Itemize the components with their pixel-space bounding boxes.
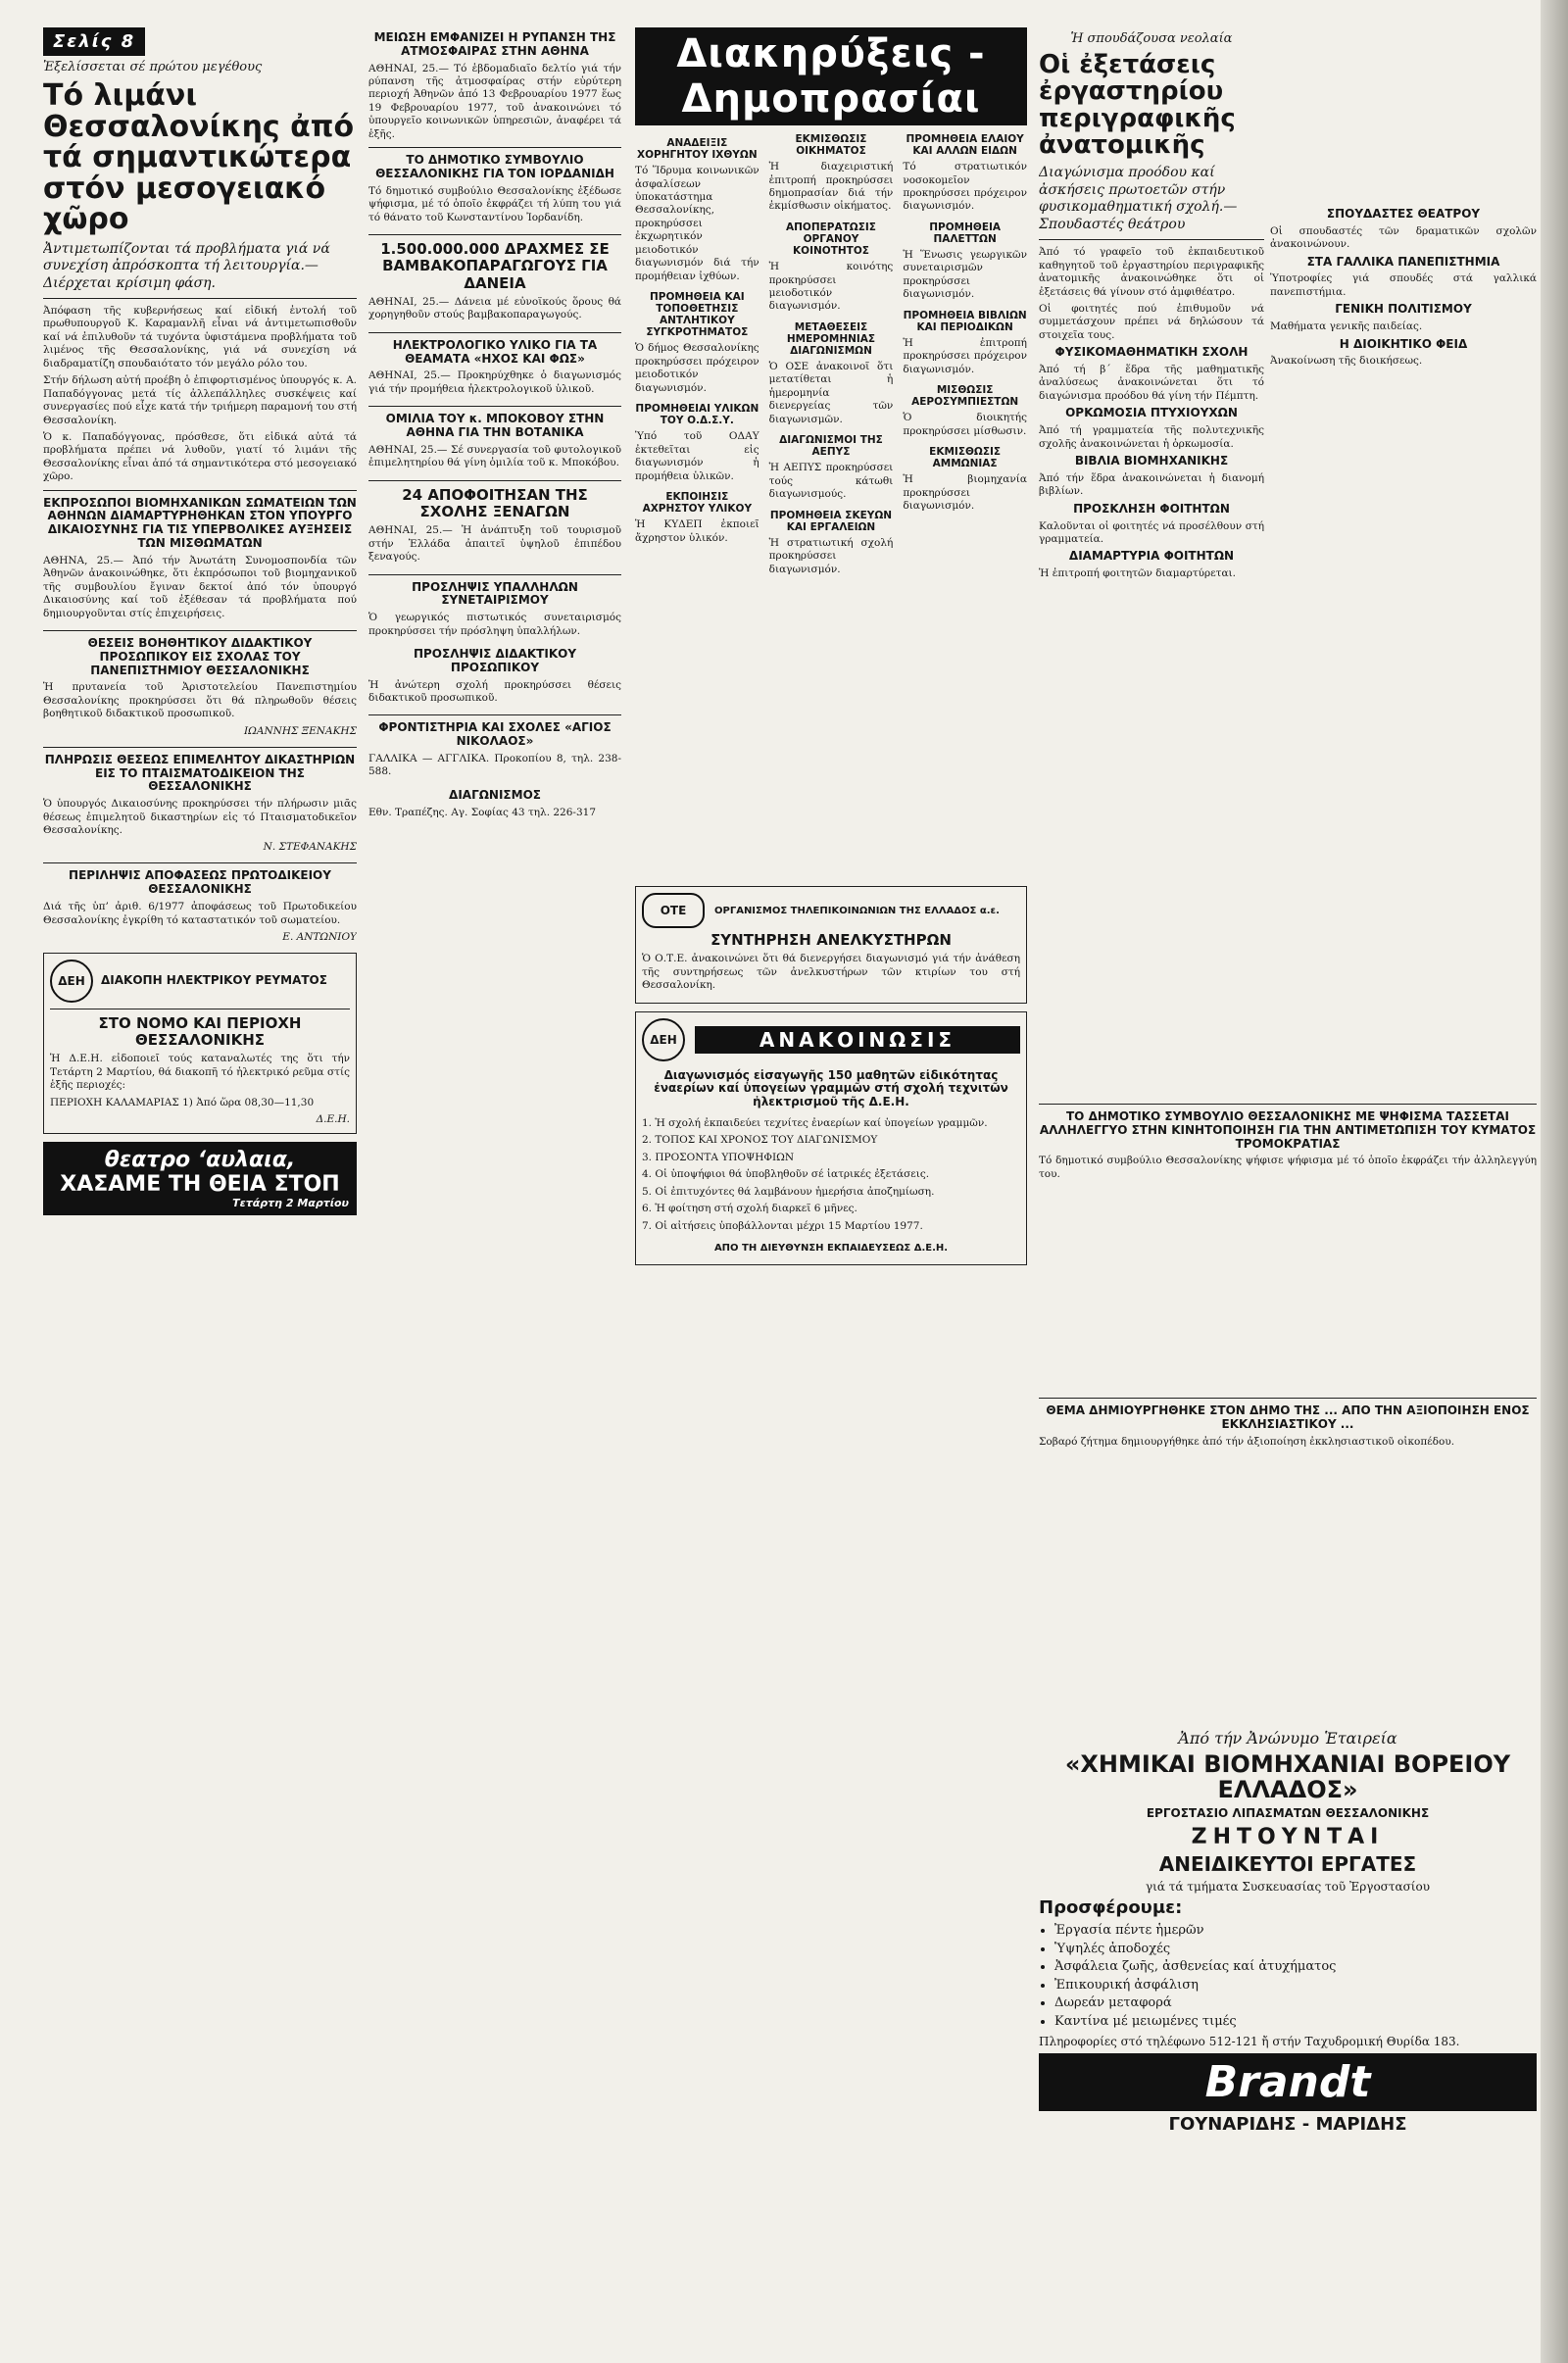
divider bbox=[43, 298, 357, 299]
tender-title: ΕΚΜΙΣΘΩΣΙΣ ΟΙΚΗΜΑΤΟΣ bbox=[795, 133, 867, 158]
ad-company: «ΧΗΜΙΚΑΙ ΒΙΟΜΗΧΑΝΙΑΙ ΒΟΡΕΙΟΥ ΕΛΛΑΔΟΣ» bbox=[1064, 1750, 1511, 1804]
ote-title: ΣΥΝΤΗΡΗΣΗ ΑΝΕΛΚΥΣΤΗΡΩΝ bbox=[710, 931, 952, 949]
youth-headline: Οἱ ἐξετάσεις ἐργαστηρίου περιγραφικῆς ἀνατομικῆς bbox=[1039, 50, 1236, 160]
news-title: ΔΙΑΓΩΝΙΣΜΟΣ bbox=[449, 787, 541, 802]
tender-title: ΜΙΣΘΩΣΙΣ ΑΕΡΟΣΥΜΠΙΕΣΤΩΝ bbox=[911, 384, 1019, 409]
news-title: ΦΡΟΝΤΙΣΤΗΡΙΑ ΚΑΙ ΣΧΟΛΕΣ «ΑΓΙΟΣ ΝΙΚΟΛΑΟΣ» bbox=[378, 720, 612, 749]
dei-point: 4. Οἱ ὑποψήφιοι θά ὑποβληθοῦν σέ ἰατρικές ἐξετάσεις. bbox=[642, 1168, 930, 1181]
news-item bbox=[368, 721, 621, 778]
power-cut-box bbox=[43, 953, 357, 1134]
tender-item bbox=[903, 310, 1027, 376]
divider bbox=[368, 480, 621, 481]
brief-title: Η ΔΙΟΙΚΗΤΙΚΟ ΦΕΙΔ bbox=[1339, 336, 1468, 351]
column-4 bbox=[1039, 27, 1264, 585]
column-5 bbox=[1270, 27, 1537, 1086]
tenders-list bbox=[635, 133, 1027, 878]
tender-body: Ὁ διοικητής προκηρύσσει μίσθωσιν. bbox=[903, 412, 1027, 437]
power-cut-subtitle: ΣΤΟ ΝΟΜΟ ΚΑΙ ΠΕΡΙΟΧΗ ΘΕΣΣΑΛΟΝΙΚΗΣ bbox=[98, 1013, 302, 1050]
tenders-banner: Διακηρύξεις - Δημοπρασίαι bbox=[635, 27, 1027, 125]
ad-offer-item: • Ὑψηλές ἀποδοχές bbox=[1054, 1942, 1537, 1958]
tender-body: Ὁ ΟΣΕ ἀνακοινοῖ ὅτι μετατίθεται ἡ ἡμερομηνία διενεργείας τῶν διαγωνισμῶν. bbox=[768, 361, 894, 425]
tender-item bbox=[769, 510, 894, 576]
news-body: ΓΑΛΛΙΚΑ — ΑΓΓΛΙΚΑ. Προκοπίου 8, τηλ. 238-588. bbox=[368, 753, 621, 778]
dei-point: 7. Οἱ αἰτήσεις ὑποβάλλονται μέχρι 15 Μαρτίου 1977. bbox=[642, 1219, 923, 1232]
dei-announcement-title: ΑΝΑΚΟΙΝΩΣΙΣ bbox=[695, 1026, 1020, 1054]
theatre-play: ΧΑΣΑΜΕ ΤΗ ΘΕΙΑ ΣΤΟΠ bbox=[60, 1172, 340, 1198]
news-title: ΤΟ ΔΗΜΟΤΙΚΟ ΣΥΜΒΟΥΛΙΟ ΘΕΣΣΑΛΟΝΙΚΗΣ ΓΙΑ ΤΟΝ ΙΟΡΔΑΝΙΔΗ bbox=[375, 153, 614, 181]
youth-sub-body: Ἀπό τή γραμματεία τῆς πολυτεχνικῆς σχολῆς ἀνακοινώνεται ἡ ὁρκωμοσία. bbox=[1039, 424, 1264, 450]
brief-body: Οἱ σπουδαστές τῶν δραματικῶν σχολῶν ἀνακοινώνουν. bbox=[1270, 224, 1537, 251]
tender-body: Ὑπό τοῦ ΟΔΑΥ ἐκτεθεῖται εἰς διαγωνισμόν ἡ προμήθεια ὑλικῶν. bbox=[635, 430, 760, 482]
news-body: Τό δημοτικό συμβούλιο Θεσσαλονίκης ἐξέδωσε ψήφισμα, μέ τό ὁποῖο ἐκφράζει τή λύπη του γιά τό θάνατο τοῦ Κωνσταντίνου Ἰορδανίδη. bbox=[368, 184, 621, 223]
news-item bbox=[368, 241, 621, 322]
divider bbox=[368, 332, 621, 333]
tender-item bbox=[769, 133, 894, 214]
news-item bbox=[368, 487, 621, 565]
ad-footer: Πληροφορίες στό τηλέφωνο 512-121 ἤ στήν Ταχυδρομική Θυρίδα 183. bbox=[1039, 2034, 1460, 2048]
tender-title: ΕΚΠΟΙΗΣΙΣ ΑΧΡΗΣΤΟΥ ΥΛΙΚΟΥ bbox=[642, 490, 753, 515]
notice-title: ΠΕΡΙΛΗΨΙΣ ΑΠΟΦΑΣΕΩΣ ΠΡΩΤΟΔΙΚΕΙΟΥ ΘΕΣΣΑΛΟΝΙΚΗΣ bbox=[69, 868, 331, 897]
tender-title: ΔΙΑΓΩΝΙΣΜΟΙ ΤΗΣ ΑΕΠΥΣ bbox=[779, 434, 883, 459]
divider bbox=[368, 406, 621, 407]
dei-logo-icon: ΔΕΗ bbox=[642, 1018, 685, 1061]
divider bbox=[43, 490, 357, 491]
tender-item bbox=[635, 403, 760, 483]
theatre-date: Τετάρτη 2 Μαρτίου bbox=[232, 1197, 349, 1210]
council-article bbox=[1039, 1098, 1537, 1185]
ad-intro: Ἀπό τήν Ἀνώνυμο Ἑταιρεία bbox=[1178, 1729, 1397, 1748]
notice-industrial bbox=[43, 497, 357, 620]
divider bbox=[43, 862, 357, 863]
tender-title: ΠΡΟΜΗΘΕΙΑ ΣΚΕΥΩΝ ΚΑΙ ΕΡΓΑΛΕΙΩΝ bbox=[769, 509, 893, 533]
divider bbox=[1039, 1104, 1537, 1105]
pollution-title: ΜΕΙΩΣΗ ΕΜΦΑΝΙΖΕΙ Η ΡΥΠΑΝΣΗ ΤΗΣ ΑΤΜΟΣΦΑΙΡΑΣ ΣΤΗΝ ΑΘΗΝΑ bbox=[373, 30, 616, 58]
tender-item bbox=[903, 222, 1027, 302]
dei-point: 5. Οἱ ἐπιτυχόντες θά λαμβάνουν ἡμερήσια ἀποζημίωση. bbox=[642, 1185, 935, 1198]
church-title: ΘΕΜΑ ΔΗΜΙΟΥΡΓΗΘΗΚΕ ΣΤΟΝ ΔΗΜΟ ΤΗΣ ... ΑΠΟ ΤΗΝ ΑΞΙΟΠΟΙΗΣΗ ΕΝΟΣ ΕΚΚΛΗΣΙΑΣΤΙΚΟΥ ... bbox=[1046, 1403, 1530, 1431]
tender-body: Τό Ἵδρυμα κοινωνικῶν ἀσφαλίσεων ὑποκατάστημα Θεσσαλονίκης, προκηρύσσει ἐκχωρητικόν μειοδοτικόν διαγωνισμόν διά τήν προμήθειαν ἰχθύων. bbox=[635, 165, 760, 282]
notice-body: Ἡ πρυτανεία τοῦ Ἀριστοτελείου Πανεπιστημίου Θεσσαλονίκης προκηρύσσει ὅτι θά πληρωθοῦν θέσεις βοηθητικοῦ διδακτικοῦ προσωπικοῦ. bbox=[43, 681, 357, 720]
divider bbox=[368, 714, 621, 715]
main-headline: Τό λιμάνι Θεσσαλονίκης ἀπό τά σημαντικώτερα στόν μεσογειακό χῶρο bbox=[43, 78, 355, 236]
divider bbox=[368, 574, 621, 575]
ad-offer-item: • Ἀσφάλεια ζωῆς, ἀσθενείας καί ἀτυχήματος bbox=[1054, 1959, 1537, 1976]
youth-sub-title: ΟΡΚΩΜΟΣΙΑ ΠΤΥΧΙΟΥΧΩΝ bbox=[1065, 406, 1238, 420]
notice-signature: Ν. ΣΤΕΦΑΝΑΚΗΣ bbox=[263, 841, 357, 854]
brief-title: ΣΤΑ ΓΑΛΛΙΚΑ ΠΑΝΕΠΙΣΤΗΜΙΑ bbox=[1306, 254, 1500, 269]
ad-want: ΖΗΤΟΥΝΤΑΙ bbox=[1191, 1824, 1385, 1849]
news-item bbox=[368, 413, 621, 469]
tender-title: ΠΡΟΜΗΘΕΙΑΙ ΥΛΙΚΩΝ ΤΟΥ Ο.Δ.Σ.Υ. bbox=[635, 403, 760, 427]
tender-item bbox=[903, 384, 1027, 438]
news-item bbox=[368, 581, 621, 638]
brief-body: Ὑποτροφίες γιά σπουδές στά γαλλικά πανεπιστήμια. bbox=[1270, 272, 1537, 298]
news-item bbox=[368, 339, 621, 396]
tender-title: ΠΡΟΜΗΘΕΙΑ ΠΑΛΕΤΤΩΝ bbox=[929, 221, 1002, 245]
news-item bbox=[368, 648, 621, 705]
ad-offer-item: • Ἐπικουρική ἀσφάλιση bbox=[1054, 1978, 1537, 1994]
divider bbox=[368, 147, 621, 148]
tender-body: Ἡ Ἕνωσις γεωργικῶν συνεταιρισμῶν προκηρύσσει διαγωνισμόν. bbox=[903, 249, 1027, 301]
youth-sub-title: ΔΙΑΜΑΡΤΥΡΙΑ ΦΟΙΤΗΤΩΝ bbox=[1068, 549, 1235, 564]
tender-item bbox=[769, 222, 894, 314]
youth-sub-title: ΠΡΟΣΚΛΗΣΗ ΦΟΙΤΗΤΩΝ bbox=[1073, 501, 1230, 516]
youth-sub-body: Καλοῦνται οἱ φοιτητές νά προσέλθουν στή γραμματεία. bbox=[1039, 519, 1264, 545]
headline-continuation bbox=[1270, 27, 1537, 204]
tender-body: Ἡ βιομηχανία προκηρύσσει διαγωνισμόν. bbox=[903, 473, 1027, 513]
youth-sub-body: Ἀπό τή β΄ ἕδρα τῆς μαθηματικῆς ἀναλύσεως ἀνακοινώνεται ὅτι τό διαγώνισμα προόδου θά γίνη τήν Πέμπτη. bbox=[1039, 364, 1264, 402]
brief-title: ΓΕΝΙΚΗ ΠΟΛΙΤΙΣΜΟΥ bbox=[1335, 302, 1472, 317]
power-cut-title: ΔΙΑΚΟΠΗ ΗΛΕΚΤΡΙΚΟΥ ΡΕΥΜΑΤΟΣ bbox=[101, 973, 327, 988]
ad-offer-item: • Δωρεάν μεταφορά bbox=[1054, 1995, 1537, 2012]
news-body: Ὁ γεωργικός πιστωτικός συνεταιρισμός προκηρύσσει τήν πρόσληψη ὑπαλλήλων. bbox=[368, 612, 621, 637]
dei-point: 6. Ἡ φοίτηση στή σχολή διαρκεῖ 6 μῆνες. bbox=[642, 1203, 858, 1215]
dei-logo-icon: ΔΕΗ bbox=[50, 960, 93, 1003]
church-article bbox=[1039, 1392, 1537, 1452]
column-3 bbox=[635, 27, 1027, 1273]
tender-title: ΑΠΟΠΕΡΑΤΩΣΙΣ ΟΡΓΑΝΟΥ ΚΟΙΝΟΤΗΤΟΣ bbox=[786, 221, 876, 257]
pollution-body: ΑΘΗΝΑΙ, 25.— Τό ἑβδομαδιαῖο δελτίο γιά τήν ρύπανση τῆς ἀτμοσφαίρας στήν εὐρύτερη περιοχή Ἀθηνῶν ἀπό 13 Φεβρουαρίου 1977 ἕως 19 Φεβρουαρίου 1977, τοῦ ἀνακοινώνει τό ὑπουργεῖο κοινωνικῶν ὑπηρεσιῶν, ἀναφέρει τά ἑξῆς. bbox=[368, 62, 621, 140]
news-body: Ἡ ἀνώτερη σχολή προκηρύσσει θέσεις διδακτικοῦ προσωπικοῦ. bbox=[368, 678, 621, 704]
divider bbox=[1039, 239, 1264, 240]
notice-body: Ὁ ὑπουργός Δικαιοσύνης προκηρύσσει τήν πλήρωσιν μιᾶς θέσεως ἐπιμελητοῦ δικαστηρίων εἰς τό Πταισματοδικεῖον Θεσσαλονίκης. bbox=[43, 798, 357, 837]
dei-point: 3. ΠΡΟΣΟΝΤΑ ΥΠΟΨΗΦΙΩΝ bbox=[642, 1151, 795, 1163]
chemical-ad bbox=[1039, 1725, 1537, 2140]
divider bbox=[1039, 1398, 1537, 1399]
notice-title: ΠΛΗΡΩΣΙΣ ΘΕΣΕΩΣ ΕΠΙΜΕΛΗΤΟΥ ΔΙΚΑΣΤΗΡΙΩΝ ΕΙΣ ΤΟ ΠΤΑΙΣΜΑΤΟΔΙΚΕΙΟΝ ΤΗΣ ΘΕΣΣΑΛΟΝΙΚΗΣ bbox=[44, 752, 356, 794]
news-body: ΑΘΗΝΑΙ, 25.— Ἡ ἀνάπτυξη τοῦ τουρισμοῦ στήν Ἑλλάδα ἀπαιτεῖ ὑψηλοῦ ἐπιπέδου ξεναγούς. bbox=[368, 524, 621, 564]
youth-kicker: Ἡ σπουδάζουσα νεολαία bbox=[1070, 31, 1233, 46]
article-paragraph: Στήν δήλωση αὐτή προέβη ὁ ἐπιφορτισμένος ὑπουργός κ. Α. Παπαδόγγονας μετά τίς ἀλλεπάλληλες συσκέψεις καί συνεργασίες πού εἶχε κατά τήν τριήμερη παραμονή του στή Θεσσαλονίκη. bbox=[43, 374, 357, 426]
column-1 bbox=[43, 27, 357, 1215]
youth-lead: Διαγώνισμα προόδου καί ἀσκήσεις πρωτοετῶν στήν φυσικομαθηματική σχολή.— Σπουδαστές θεάτρου bbox=[1039, 165, 1238, 232]
page-edge bbox=[1541, 0, 1568, 2363]
dei-announcement-intro: Διαγωνισμός εἰσαγωγῆς 150 μαθητῶν εἰδικότητας ἐναερίων καί ὑπογείων γραμμῶν στή σχολή τεχνιτῶν ἠλεκτρισμοῦ τῆς Δ.Ε.Η. bbox=[654, 1067, 1008, 1109]
tender-title: ΜΕΤΑΘΕΣΕΙΣ ΗΜΕΡΟΜΗΝΙΑΣ ΔΙΑΓΩΝΙΣΜΩΝ bbox=[786, 320, 876, 357]
youth-paragraph: Οἱ φοιτητές πού ἐπιθυμοῦν νά συμμετάσχουν πρέπει νά δηλώσουν τά στοιχεῖα τους. bbox=[1039, 302, 1264, 341]
kicker: Ἐξελίσσεται σέ πρώτου μεγέθους bbox=[43, 60, 263, 74]
dei-point: 1. Ἡ σχολή ἐκπαιδεύει τεχνίτες ἐναερίων καί ὑπογείων γραμμῶν. bbox=[642, 1116, 988, 1129]
news-body: Εθν. Τραπέζης. Αγ. Σοφίας 43 τηλ. 226-317 bbox=[368, 806, 597, 818]
tender-body: Ἡ διαχειριστική ἐπιτροπή προκηρύσσει δημοπρασίαν διά τήν ἐκμίσθωσιν οἰκήματος. bbox=[768, 161, 894, 213]
ad-offer-title: Προσφέρουμε: bbox=[1039, 1897, 1183, 1919]
tender-item bbox=[769, 434, 894, 501]
lead: Ἀντιμετωπίζονται τά προβλήματα γιά νά συνεχίση ἀπρόσκοπτα τή λειτουργία.— Διέρχεται κρίσιμη φάση. bbox=[43, 240, 330, 291]
divider bbox=[43, 630, 357, 631]
tender-item bbox=[635, 291, 760, 395]
theatre-name: θεατρο ‘αυλαια, bbox=[104, 1148, 296, 1173]
tender-body: Ἡ κοινότης προκηρύσσει μειοδοτικόν διαγωνισμόν. bbox=[768, 261, 894, 313]
news-item bbox=[368, 154, 621, 224]
section-tag: Σελίς 8 bbox=[43, 27, 145, 56]
power-cut-body: Ἡ Δ.Ε.Η. εἰδοποιεῖ τούς καταναλωτές της ὅτι τήν Τετάρτη 2 Μαρτίου, θά διακοπῆ τό ἠλεκτρικό ρεῦμα στίς ἑξῆς περιοχές: bbox=[50, 1053, 350, 1092]
divider bbox=[368, 234, 621, 235]
news-title: 24 ΑΠΟΦΟΙΤΗΣΑΝ ΤΗΣ ΣΧΟΛΗΣ ΞΕΝΑΓΩΝ bbox=[402, 485, 588, 520]
tender-body: Τό στρατιωτικόν νοσοκομεῖον προκηρύσσει πρόχειρον διαγωνισμόν. bbox=[903, 161, 1027, 213]
youth-sub-body: Ἡ ἐπιτροπή φοιτητῶν διαμαρτύρεται. bbox=[1039, 567, 1236, 580]
news-item bbox=[368, 789, 621, 819]
tender-title: ΠΡΟΜΗΘΕΙΑ ΕΛΑΙΟΥ ΚΑΙ ΑΛΛΩΝ ΕΙΔΩΝ bbox=[906, 133, 1024, 158]
tender-body: Ἡ ΑΕΠΥΣ προκηρύσσει τούς κάτωθι διαγωνισμούς. bbox=[768, 462, 894, 501]
brief-body: Μαθήματα γενικῆς παιδείας. bbox=[1270, 320, 1423, 333]
ad-offer-item: • Ἐργασία πέντε ἡμερῶν bbox=[1054, 1923, 1537, 1940]
news-body: ΑΘΗΝΑΙ, 25.— Δάνεια μέ εὐνοϊκούς ὅρους θά χορηγηθοῦν στούς βαμβακοπαραγωγούς. bbox=[368, 295, 621, 321]
tender-title: ΕΚΜΙΣΘΩΣΙΣ ΑΜΜΩΝΙΑΣ bbox=[929, 446, 1002, 470]
news-title: ΗΛΕΚΤΡΟΛΟΓΙΚΟ ΥΛΙΚΟ ΓΙΑ ΤΑ ΘΕΑΜΑΤΑ «ΗΧΟΣ ΚΑΙ ΦΩΣ» bbox=[392, 337, 598, 366]
news-body: ΑΘΗΝΑΙ, 25.— Σέ συνεργασία τοῦ φυτολογικοῦ ἐπιμελητηρίου θά γίνη ὁμιλία τοῦ κ. Μποκόβου. bbox=[368, 443, 621, 469]
dei-point: 2. ΤΟΠΟΣ ΚΑΙ ΧΡΟΝΟΣ ΤΟΥ ΔΙΑΓΩΝΙΣΜΟΥ bbox=[642, 1134, 878, 1147]
tender-item bbox=[635, 491, 760, 545]
tender-item bbox=[769, 321, 894, 426]
dei-announcement-points bbox=[642, 1117, 1020, 1233]
article-paragraph: Ἀπόφαση τῆς κυβερνήσεως καί εἰδική ἐντολή τοῦ πρωθυπουργοῦ Κ. Καραμανλῆ εἶναι νά ἀντιμετωπισθοῦν καί νά ἐπιλυθοῦν τά τυχόντα ὑφιστάμενα προβλήματα τοῦ λιμένος τῆς Θεσσαλονίκης, γιά νά συνεχίση νά διαδραματίζη σπουδαιότατο τόν μεγάλο ρόλο του. bbox=[43, 305, 357, 369]
news-title: ΠΡΟΣΛΗΨΙΣ ΥΠΑΛΛΗΛΩΝ ΣΥΝΕΤΑΙΡΙΣΜΟΥ bbox=[412, 579, 578, 608]
notice-body: ΑΘΗΝΑ, 25.— Ἀπό τήν Ἀνωτάτη Συνομοσπονδία τῶν Ἀθηνῶν ἀνακοινώθηκε, ὅτι ἐκπρόσωποι τοῦ βιομηχανικοῦ τῆς συμβουλίου ἔγιναν δεκτοί ἀπό τόν ὑπουργό Δικαιοσύνης καί τοῦ ἐξέθεσαν τά προβλήματα πού δημιουργοῦνται στίς ἐπιχειρήσεις. bbox=[43, 554, 357, 619]
tender-title: ΠΡΟΜΗΘΕΙΑ ΒΙΒΛΙΩΝ ΚΑΙ ΠΕΡΙΟΔΙΚΩΝ bbox=[903, 309, 1027, 333]
notice-title: ΕΚΠΡΟΣΩΠΟΙ ΒΙΟΜΗΧΑΝΙΚΩΝ ΣΩΜΑΤΕΙΩΝ ΤΩΝ ΑΘΗΝΩΝ ΔΙΑΜΑΡΤΥΡΗΘΗΚΑΝ ΣΤΟΝ ΥΠΟΥΡΓΟ ΔΙΚΑΙΟΣΥΝΗΣ ΓΙΑ ΤΙΣ ΥΠΕΡΒΟΛΙΚΕΣ ΑΥΞΗΣΕΙΣ ΤΩΝ ΜΙΣΘΩΜΑΤΩΝ bbox=[43, 495, 357, 551]
ote-logo-icon: ΟΤΕ bbox=[642, 893, 705, 928]
column-2 bbox=[368, 27, 621, 829]
dei-announcement bbox=[635, 1011, 1027, 1265]
dei-announcement-footer: ΑΠΟ ΤΗ ΔΙΕΥΘΥΝΣΗ ΕΚΠΑΙΔΕΥΣΕΩΣ Δ.Ε.Η. bbox=[713, 1243, 949, 1255]
tender-body: Ἡ ἐπιτροπή προκηρύσσει πρόχειρον διαγωνισμόν. bbox=[903, 336, 1027, 375]
council-title: ΤΟ ΔΗΜΟΤΙΚΟ ΣΥΜΒΟΥΛΙΟ ΘΕΣΣΑΛΟΝΙΚΗΣ ΜΕ ΨΗΦΙΣΜΑ ΤΑΣΣΕΤΑΙ ΑΛΛΗΛΕΓΓΥΟ ΣΤΗΝ ΚΙΝΗΤΟΠΟΙΗΣΗ ΓΙΑ ΤΗΝ ΑΝΤΙΜΕΤΩΠΙΣΗ ΤΟΥ ΚΥΜΑΤΟΣ ΤΡΟΜΟΚΡΑΤΙΑΣ bbox=[1039, 1109, 1537, 1151]
council-body: Τό δημοτικό συμβούλιο Θεσσαλονίκης ψήφισε ψήφισμα μέ τό ὁποῖο ἐκφράζει τήν ἀλληλεγγύη του. bbox=[1039, 1155, 1537, 1180]
tender-body: Ὁ δήμος Θεσσαλονίκης προκηρύσσει πρόχειρον μειοδοτικόν διαγωνισμόν. bbox=[635, 342, 760, 394]
youth-sub-title: ΒΙΒΛΙΑ ΒΙΟΜΗΧΑΝΙΚΗΣ bbox=[1074, 454, 1229, 468]
tender-body: Ἡ ΚΥΔΕΠ ἐκποιεῖ ἄχρηστον ὑλικόν. bbox=[635, 518, 760, 544]
news-title: ΟΜΙΛΙΑ ΤΟΥ κ. ΜΠΟΚΟΒΟΥ ΣΤΗΝ ΑΘΗΝΑ ΓΙΑ ΤΗΝ ΒΟΤΑΝΙΚΑ bbox=[385, 412, 605, 440]
ad-who: ΑΝΕΙΔΙΚΕΥΤΟΙ ΕΡΓΑΤΕΣ bbox=[1158, 1851, 1417, 1876]
notice-court bbox=[43, 754, 357, 854]
tender-item bbox=[903, 446, 1027, 513]
article-paragraph: Ὁ κ. Παπαδόγγονας, πρόσθεσε, ὅτι εἰδικά αὐτά τά προβλήματα πρέπει νά λυθοῦν, γιατί τό λιμάνι τῆς Θεσσαλονίκης εἶναι ἀπό τά σημαντικότερα στό μεσογειακό χῶρο. bbox=[43, 430, 357, 483]
theatre-ad bbox=[43, 1142, 357, 1215]
brief-title: ΣΠΟΥΔΑΣΤΕΣ ΘΕΑΤΡΟΥ bbox=[1326, 207, 1481, 221]
ad-offers-list bbox=[1054, 1923, 1537, 2031]
notice-signature: ΙΩΑΝΝΗΣ ΞΕΝΑΚΗΣ bbox=[244, 724, 357, 737]
ote-notice bbox=[635, 886, 1027, 1004]
ad-factory: ΕΡΓΟΣΤΑΣΙΟ ΛΙΠΑΣΜΑΤΩΝ ΘΕΣΣΑΛΟΝΙΚΗΣ bbox=[1146, 1805, 1430, 1820]
notice-university bbox=[43, 637, 357, 737]
brief-body: Ἀνακοίνωση τῆς διοικήσεως. bbox=[1270, 355, 1423, 368]
tender-item bbox=[635, 137, 760, 283]
youth-sub-body: Ἀπό τήν ἕδρα ἀνακοινώνεται ἡ διανομή βιβλίων. bbox=[1039, 471, 1264, 498]
church-body: Σοβαρό ζήτημα δημιουργήθηκε ἀπό τήν ἀξιοποίηση ἐκκλησιαστικοῦ οἰκοπέδου. bbox=[1039, 1435, 1455, 1448]
notice-body: Διά τῆς ὑπ’ ἀριθ. 6/1977 ἀποφάσεως τοῦ Πρωτοδικείου Θεσσαλονίκης ἐγκρίθη τό καταστατικόν τοῦ σωματείου. bbox=[43, 901, 357, 926]
youth-sub-title: ΦΥΣΙΚΟΜΑΘΗΜΑΤΙΚΗ ΣΧΟΛΗ bbox=[1054, 345, 1249, 360]
notice-title: ΘΕΣΕΙΣ ΒΟΗΘΗΤΙΚΟΥ ΔΙΔΑΚΤΙΚΟΥ ΠΡΟΣΩΠΙΚΟΥ ΕΙΣ ΣΧΟΛΑΣ ΤΟΥ ΠΑΝΕΠΙΣΤΗΜΙΟΥ ΘΕΣΣΑΛΟΝΙΚΗΣ bbox=[87, 636, 313, 677]
notice-decision bbox=[43, 869, 357, 942]
tender-body: Ἡ στρατιωτική σχολή προκηρύσσει διαγωνισμόν. bbox=[768, 536, 894, 575]
tender-title: ΑΝΑΔΕΙΞΙΣ ΧΟΡΗΓΗΤΟΥ ΙΧΘΥΩΝ bbox=[637, 137, 758, 162]
ad-offer-item: • Καντίνα μέ μειωμένες τιμές bbox=[1054, 2014, 1537, 2031]
news-title: 1.500.000.000 ΔΡΑΧΜΕΣ ΣΕ ΒΑΜΒΑΚΟΠΑΡΑΓΩΓΟΥΣ ΓΙΑ ΔΑΝΕΙΑ bbox=[380, 240, 610, 292]
power-cut-signature: Δ.Ε.Η. bbox=[316, 1113, 350, 1126]
power-cut-areas: ΠΕΡΙΟΧΗ ΚΑΛΑΜΑΡΙΑΣ 1) Ἀπό ὥρα 08,30—11,30 bbox=[50, 1096, 315, 1108]
ad-dept: γιά τά τμήματα Συσκευασίας τοῦ Ἐργοστασίου bbox=[1145, 1879, 1431, 1894]
brandt-logo: Brandt bbox=[1039, 2053, 1537, 2111]
youth-paragraph: Ἀπό τό γραφεῖο τοῦ ἐκπαιδευτικοῦ καθηγητοῦ τοῦ ἐργαστηρίου περιγραφικῆς ἀνατομικῆς ἀνακοινώθηκε ὅτι οἱ ἐξετάσεις θά γίνουν στό ἀμφιθέατρο. bbox=[1039, 246, 1264, 298]
tender-item bbox=[903, 133, 1027, 214]
notice-signature: Ε. ΑΝΤΩΝΙΟΥ bbox=[282, 930, 357, 943]
brandt-sub: ΓΟΥΝΑΡΙΔΗΣ - ΜΑΡΙΔΗΣ bbox=[1168, 2114, 1407, 2136]
ote-body: Ὁ Ο.Τ.Ε. ἀνακοινώνει ὅτι θά διενεργήσει διαγωνισμό γιά τήν ἀνάθεση τῆς συντηρήσεως τῶν ἀνελκυστήρων τῶν κτιρίων του στή Θεσσαλονίκη. bbox=[642, 953, 1020, 992]
tender-title: ΠΡΟΜΗΘΕΙΑ ΚΑΙ ΤΟΠΟΘΕΤΗΣΙΣ ΑΝΤΛΗΤΙΚΟΥ ΣΥΓΚΡΟΤΗΜΑΤΟΣ bbox=[646, 291, 749, 339]
news-body: ΑΘΗΝΑΙ, 25.— Προκηρύχθηκε ὁ διαγωνισμός γιά τήν προμήθεια ἠλεκτρολογικοῦ ὑλικοῦ. bbox=[368, 369, 621, 395]
ote-org: ΟΡΓΑΝΙΣΜΟΣ ΤΗΛΕΠΙΚΟΙΝΩΝΙΩΝ ΤΗΣ ΕΛΛΑΔΟΣ α.ε. bbox=[714, 905, 1000, 916]
divider bbox=[43, 747, 357, 748]
news-title: ΠΡΟΣΛΗΨΙΣ ΔΙΔΑΚΤΙΚΟΥ ΠΡΟΣΩΠΙΚΟΥ bbox=[413, 646, 577, 674]
